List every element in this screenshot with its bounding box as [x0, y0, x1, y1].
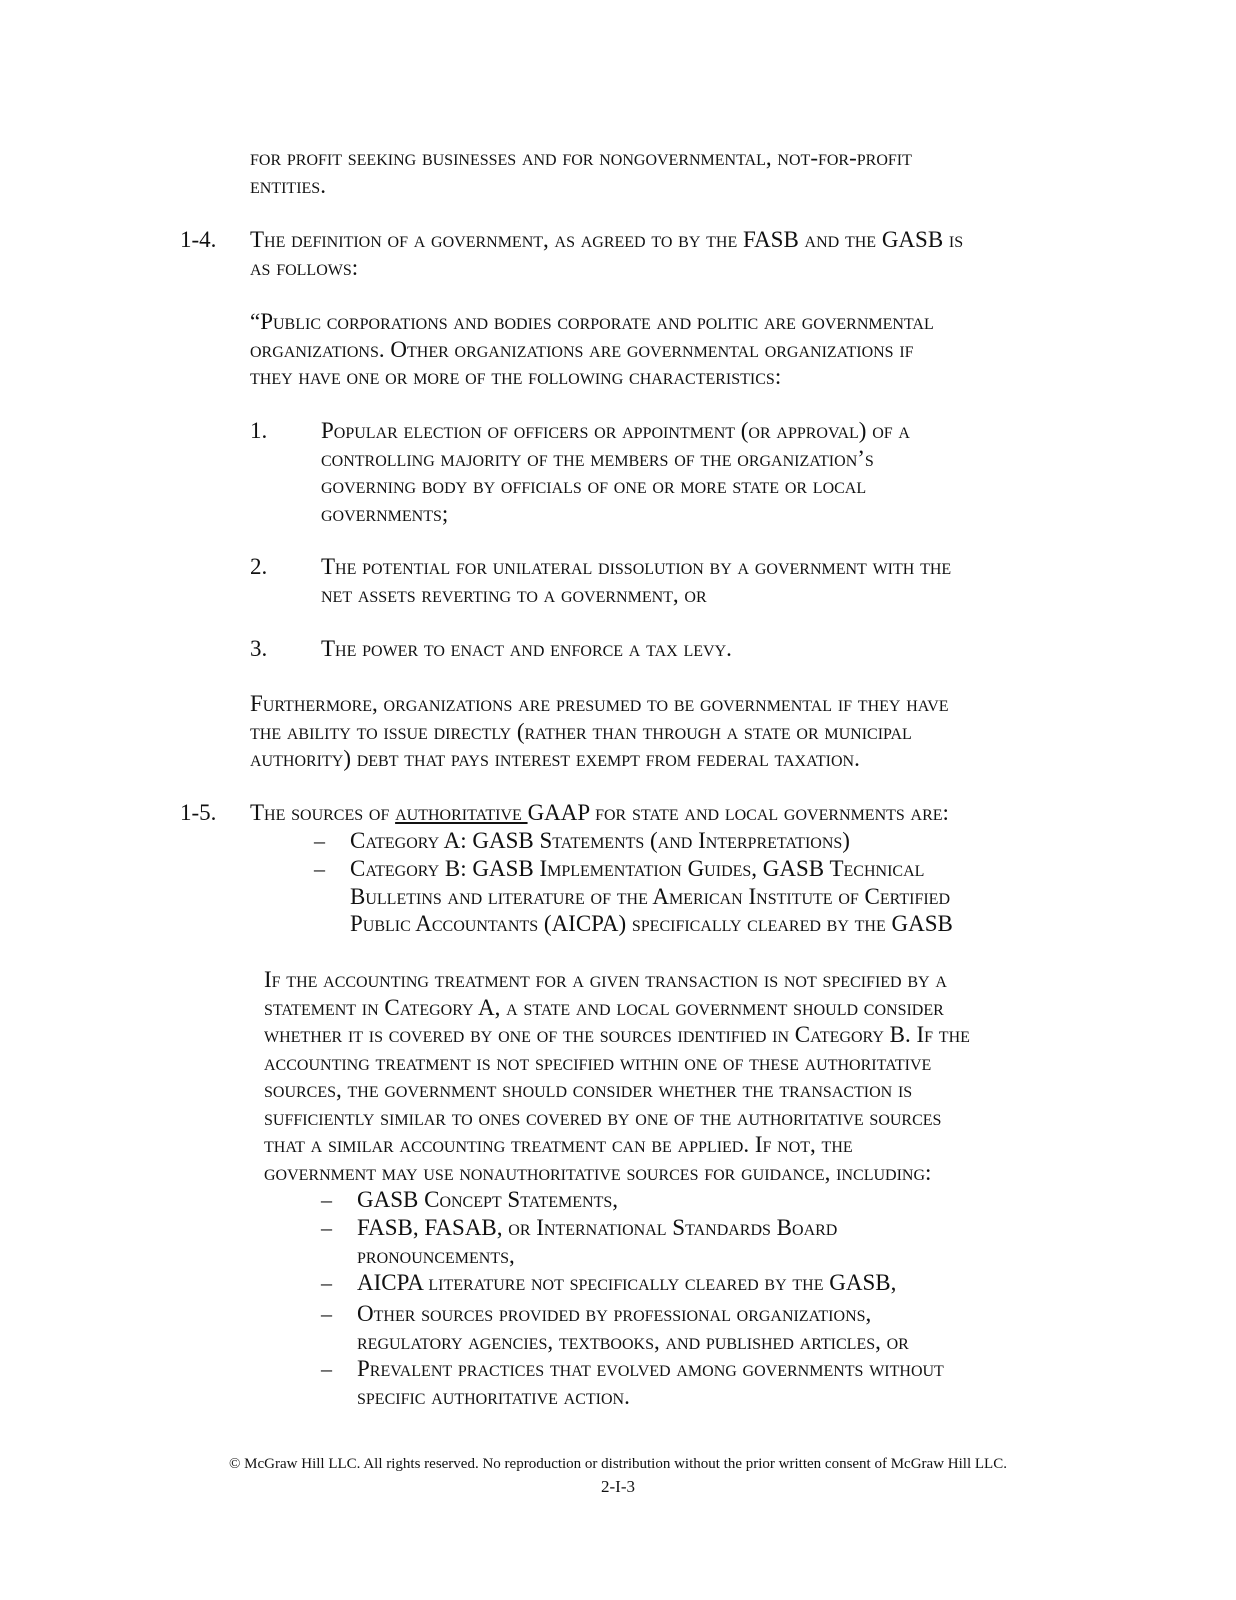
text-line: net assets reverting to a government, or — [321, 581, 707, 607]
section-number: 1-5. — [180, 800, 217, 825]
text-line: Category A: GASB Statements (and Interpretations) — [350, 828, 850, 853]
text-line: for profit seeking businesses and for nongovernmental, not-for-profit — [250, 145, 912, 170]
text-line: Category B: GASB Implementation Guides, GASB Technical — [350, 856, 925, 881]
list-item — [321, 635, 732, 663]
text-line: Public Accountants (AICPA) specifically cleared by the GASB — [350, 911, 953, 936]
dash-bullet: – — [321, 1215, 332, 1240]
text-line: as follows: — [250, 254, 359, 280]
list-number: 2. — [250, 554, 268, 579]
section-number: 1-4. — [180, 227, 217, 252]
text-line: the ability to issue directly (rather than through a state or municipal — [250, 718, 912, 744]
text-line: If the accounting treatment for a given transaction is not specified by a — [264, 967, 947, 992]
text-line: regulatory agencies, textbooks, and published articles, or — [357, 1328, 909, 1354]
text-line: sufficiently similar to ones covered by one of the authoritative sources — [264, 1104, 942, 1130]
text-line: The definition of a government, as agreed to by the FASB and the GASB is — [250, 227, 964, 252]
source-item — [357, 1300, 909, 1355]
text-line: entities. — [250, 172, 326, 198]
category-item — [350, 855, 953, 938]
text-line: governments; — [321, 500, 449, 526]
copyright-notice: © McGraw Hill LLC. All rights reserved. No reproduction or distribution without the prior written consent of McGraw Hill LLC. — [229, 1456, 1007, 1472]
text-line: Furthermore, organizations are presumed to be governmental if they have — [250, 691, 949, 716]
intro-paragraph — [250, 144, 912, 199]
text-line: authority) debt that pays interest exempt from federal taxation. — [250, 746, 860, 771]
text-line: “Public corporations and bodies corporate and politic are governmental — [250, 309, 934, 334]
dash-bullet: – — [321, 1270, 332, 1295]
text-line: specific authoritative action. — [357, 1383, 630, 1409]
text-line: Prevalent practices that evolved among governments without — [357, 1356, 944, 1381]
text-line: FASB, FASAB, or International Standards Board — [357, 1215, 838, 1240]
text-line: The potential for unilateral dissolution by a government with the — [321, 554, 952, 579]
dash-bullet: – — [321, 1301, 332, 1326]
text-line: Popular election of officers or appointment (or approval) of a — [321, 418, 910, 443]
source-item — [357, 1355, 944, 1410]
list-number: 1. — [250, 418, 268, 443]
text-line: whether it is covered by one of the sources identified in Category B. If the — [264, 1022, 970, 1047]
list-number: 3. — [250, 636, 268, 661]
text-line: they have one or more of the following characteristics: — [250, 364, 782, 389]
source-item — [357, 1186, 618, 1214]
text-line: governing body by officials of one or more state or local — [321, 473, 867, 498]
definition-quote — [250, 308, 934, 391]
text-line: that a similar accounting treatment can be applied. If not, the — [264, 1132, 853, 1157]
dash-bullet: – — [321, 1187, 332, 1212]
text-line: organizations. Other organizations are governmental organizations if — [250, 336, 914, 362]
furthermore-paragraph — [250, 690, 949, 773]
text-line: government may use nonauthoritative sources for guidance, including: — [264, 1159, 932, 1185]
section-heading — [250, 226, 963, 281]
text-line: Other sources provided by professional organizations, — [357, 1301, 872, 1326]
text-line: pronouncements, — [357, 1242, 515, 1268]
text-line: sources, the government should consider whether the transaction is — [264, 1077, 913, 1102]
list-item — [321, 553, 951, 608]
text-line: controlling majority of the members of the organization’s — [321, 445, 874, 471]
text-line: GASB Concept Statements, — [357, 1187, 619, 1212]
dash-bullet: – — [314, 828, 325, 853]
text-line: accounting treatment is not specified within one of these authoritative — [264, 1049, 932, 1075]
category-item — [350, 827, 850, 855]
dash-bullet: – — [314, 856, 325, 881]
guidance-paragraph — [264, 966, 970, 1186]
text-line: AICPA literature not specifically cleared by the GASB, — [357, 1270, 897, 1295]
text-line: statement in Category A, a state and local government should consider — [264, 994, 944, 1020]
list-item — [321, 417, 910, 527]
source-item — [357, 1269, 896, 1297]
page-number: 2-I-3 — [601, 1477, 635, 1496]
heading-text: The sources of — [250, 800, 396, 825]
heading-text: GAAP for state and local governments are: — [527, 800, 949, 825]
text-line: Bulletins and literature of the American Institute of Certified — [350, 883, 951, 909]
source-item — [357, 1214, 837, 1269]
heading-underlined-text: authoritative — [395, 800, 528, 825]
section-heading — [250, 799, 949, 827]
text-line: The power to enact and enforce a tax levy. — [321, 636, 732, 661]
dash-bullet: – — [321, 1356, 332, 1381]
